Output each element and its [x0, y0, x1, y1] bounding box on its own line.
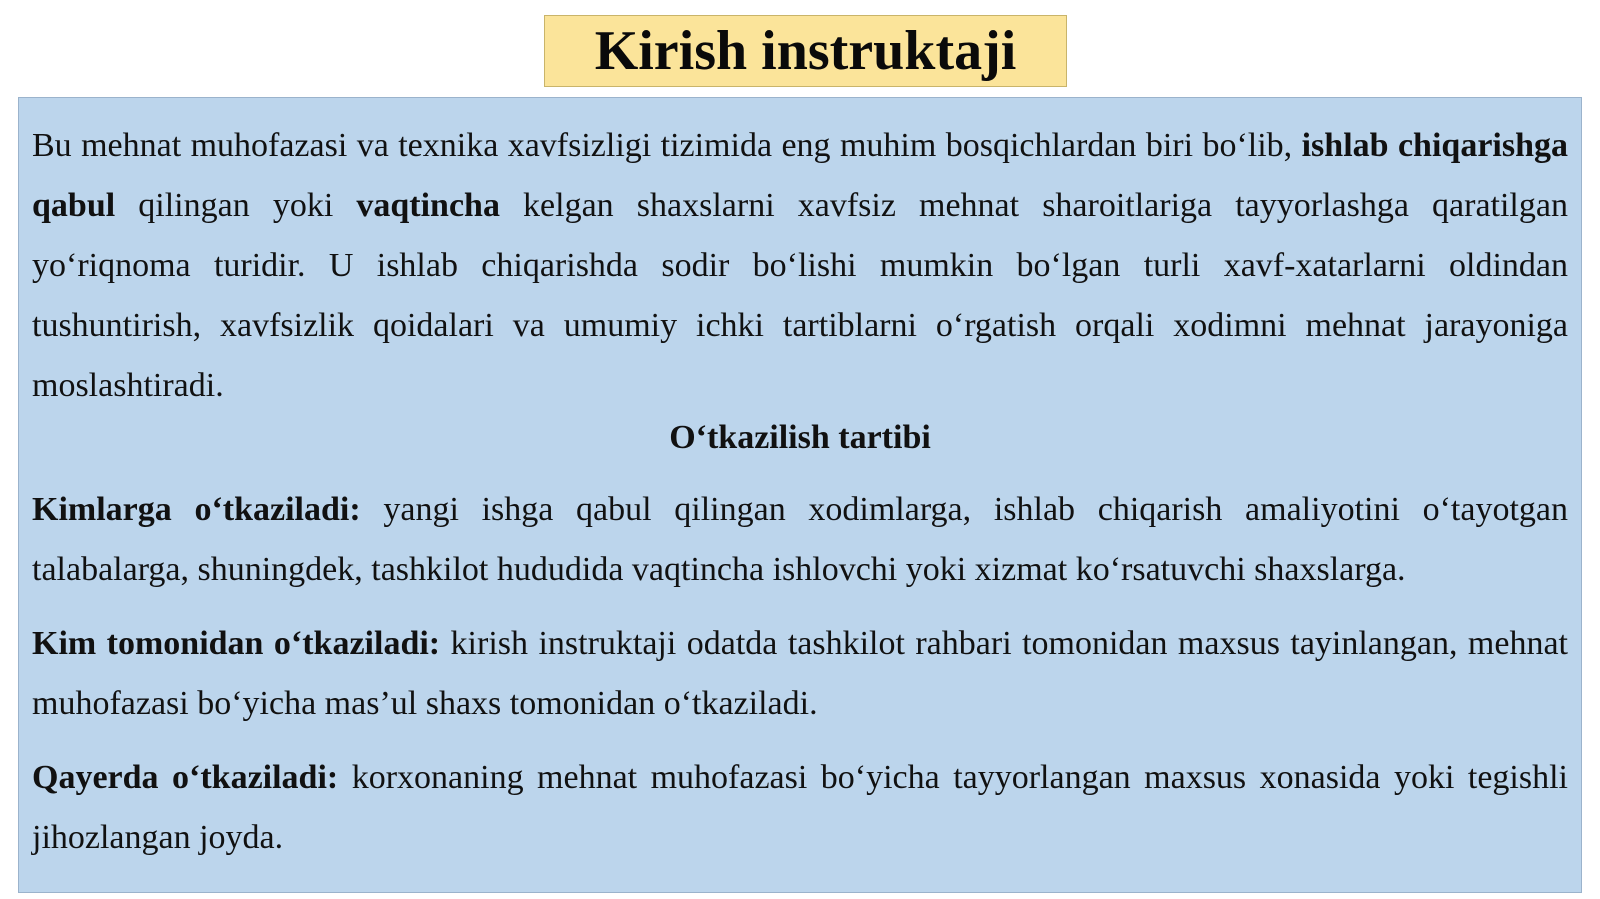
intro-bold-2: vaqtincha	[356, 187, 500, 224]
intro-text-1: Bu mehnat muhofazasi va texnika xavfsizligi tizimida eng muhim bosqichlardan biri bo‘lib,	[32, 127, 1302, 164]
intro-bold-1: ishlab chiqarishga qabul	[32, 127, 1568, 224]
list-item-whom	[32, 480, 1568, 600]
item-label: Kim tomonidan o‘tkaziladi:	[32, 625, 441, 662]
item-text: korxonaning mehnat muhofazasi bo‘yicha tayyorlangan maxsus xonasida yoki tegishli jihozlangan joyda.	[32, 759, 1568, 856]
intro-paragraph	[32, 116, 1568, 416]
content-panel	[18, 97, 1582, 893]
section-heading: O‘tkazilish tartibi	[669, 419, 931, 456]
intro-text-3: kelgan shaxslarni xavfsiz mehnat sharoitlariga tayyorlashga qaratilgan yo‘riqnoma turidir. U ishlab chiqarishda sodir bo‘lishi mumkin bo‘lgan turli xavf-xatarlarni oldindan tushuntirish, xavfsizlik qoidalari va umumiy ichki tartiblarni o‘rgatish orqali xodimni mehnat jarayoniga moslashtiradi.	[32, 187, 1568, 404]
list-item-by-whom	[32, 614, 1568, 734]
item-text: kirish instruktaji odatda tashkilot rahbari tomonidan maxsus tayinlangan, mehnat muhofazasi bo‘yicha mas’ul shaxs tomonidan o‘tkaziladi.	[32, 625, 1568, 722]
item-label: Qayerda o‘tkaziladi:	[32, 759, 339, 796]
list-item-where	[32, 748, 1568, 868]
title-banner	[544, 15, 1067, 87]
item-label: Kimlarga o‘tkaziladi:	[32, 491, 361, 528]
intro-text-2: qilingan yoki	[115, 187, 357, 224]
item-text: yangi ishga qabul qilingan xodimlarga, ishlab chiqarish amaliyotini o‘tayotgan talabalarga, shuningdek, tashkilot hududida vaqtincha ishlovchi yoki xizmat ko‘rsatuvchi shaxslarga.	[32, 491, 1569, 588]
page-title: Kirish instruktaji	[594, 20, 1017, 82]
